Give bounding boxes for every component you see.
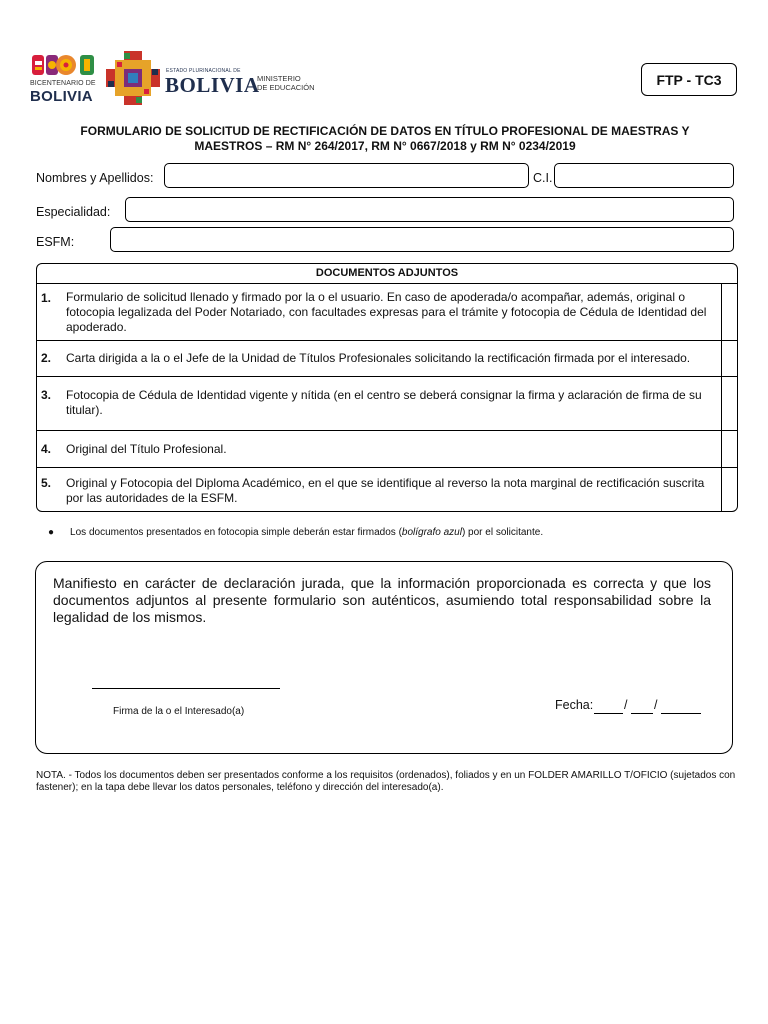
bicentenario-logo (30, 53, 96, 103)
document-row (37, 468, 737, 511)
especialidad-label: Especialidad: (36, 205, 111, 219)
ci-field[interactable] (554, 163, 734, 188)
document-row (37, 283, 737, 341)
fecha-month-line[interactable] (631, 713, 653, 714)
documents-table (36, 263, 738, 512)
bullet-note: ● Los documentos presentados en fotocopia simple deberán estar firmados (bolígrafo azul) por el solicitante. (48, 527, 544, 538)
especialidad-field[interactable] (125, 197, 734, 222)
form-title: FORMULARIO DE SOLICITUD DE RECTIFICACIÓN DE DATOS EN TÍTULO PROFESIONAL DE MAESTRAS Y MAESTROS – RM N° 264/2017, RM N° 0667/2018 y RM N° 0234/2019 (80, 124, 690, 153)
date-separator: / (624, 698, 628, 712)
document-text: Carta dirigida a la o el Jefe de la Unidad de Títulos Profesionales solicitando la rectificación firmada por el interesado. (66, 351, 691, 365)
declaration-text: Manifiesto en carácter de declaración jurada, que la información proporcionada es correcta y que los documentos adjuntos al presente formulario son auténticos, asumiendo total responsabilidad sobre la legalidad de los mismos. (53, 575, 711, 625)
document-number: 3. (41, 388, 52, 402)
fecha-year-line[interactable] (661, 713, 701, 714)
esfm-label: ESFM: (36, 235, 75, 249)
document-text: Original del Título Profesional. (66, 442, 227, 456)
document-text: Fotocopia de Cédula de Identidad vigente y nítida (en el centro se deberá consignar la firma y aclaración de firma de su titular). (66, 388, 702, 417)
fecha-day-line[interactable] (594, 713, 623, 714)
document-row (37, 377, 737, 431)
signature-label: Firma de la o el Interesado(a) (113, 706, 245, 717)
nombres-field[interactable] (164, 163, 529, 188)
document-text: Formulario de solicitud llenado y firmado por la o el usuario. En caso de apoderada/o acompañar, además, original o fotocopia legalizada del Poder Notariado, con facultades expresas para el trámite y fotocopia de Cédula de Identidad del apoderado. (66, 290, 707, 334)
fecha-field[interactable] (555, 698, 658, 712)
document-text: Original y Fotocopia del Diploma Académico, en el que se identifique al reverso la nota marginal de rectificación suscrita por las autoridades de la ESFM. (66, 476, 705, 505)
bolivia-name: BOLIVIA (165, 73, 260, 97)
bicentenario-label: BICENTENARIO DE (30, 80, 96, 87)
bicentenario-name: BOLIVIA (30, 88, 93, 105)
form-code-badge: FTP - TC3 (641, 63, 737, 96)
document-number: 5. (41, 476, 52, 490)
esfm-field[interactable] (110, 227, 734, 252)
footer-note: NOTA. - Todos los documentos deben ser presentados conforme a los requisitos (ordenados), foliados y en un FOLDER AMARILLO T/OFICIO (sujetados con fastener); en la tapa debe llevar los datos personales, teléfono y dirección del interesado(a). (36, 770, 736, 793)
documents-heading: DOCUMENTOS ADJUNTOS (37, 264, 737, 284)
document-number: 1. (41, 291, 52, 305)
chakana-emblem-icon (106, 51, 160, 105)
document-row (37, 431, 737, 468)
bicentenario-emblem-icon (32, 53, 94, 77)
signature-line[interactable] (92, 688, 280, 689)
fecha-label: Fecha: (555, 698, 594, 712)
date-separator: / (654, 698, 658, 712)
ministerio-label: MINISTERIO DE EDUCACIÓN (257, 74, 315, 92)
bullet-icon: ● (48, 527, 55, 538)
estado-plurinacional-label: ESTADO PLURINACIONAL DE (166, 68, 241, 74)
nombres-label: Nombres y Apellidos: (36, 171, 154, 185)
document-number: 2. (41, 351, 52, 365)
ci-label: C.I. (533, 171, 553, 185)
document-row (37, 341, 737, 377)
document-number: 4. (41, 442, 52, 456)
